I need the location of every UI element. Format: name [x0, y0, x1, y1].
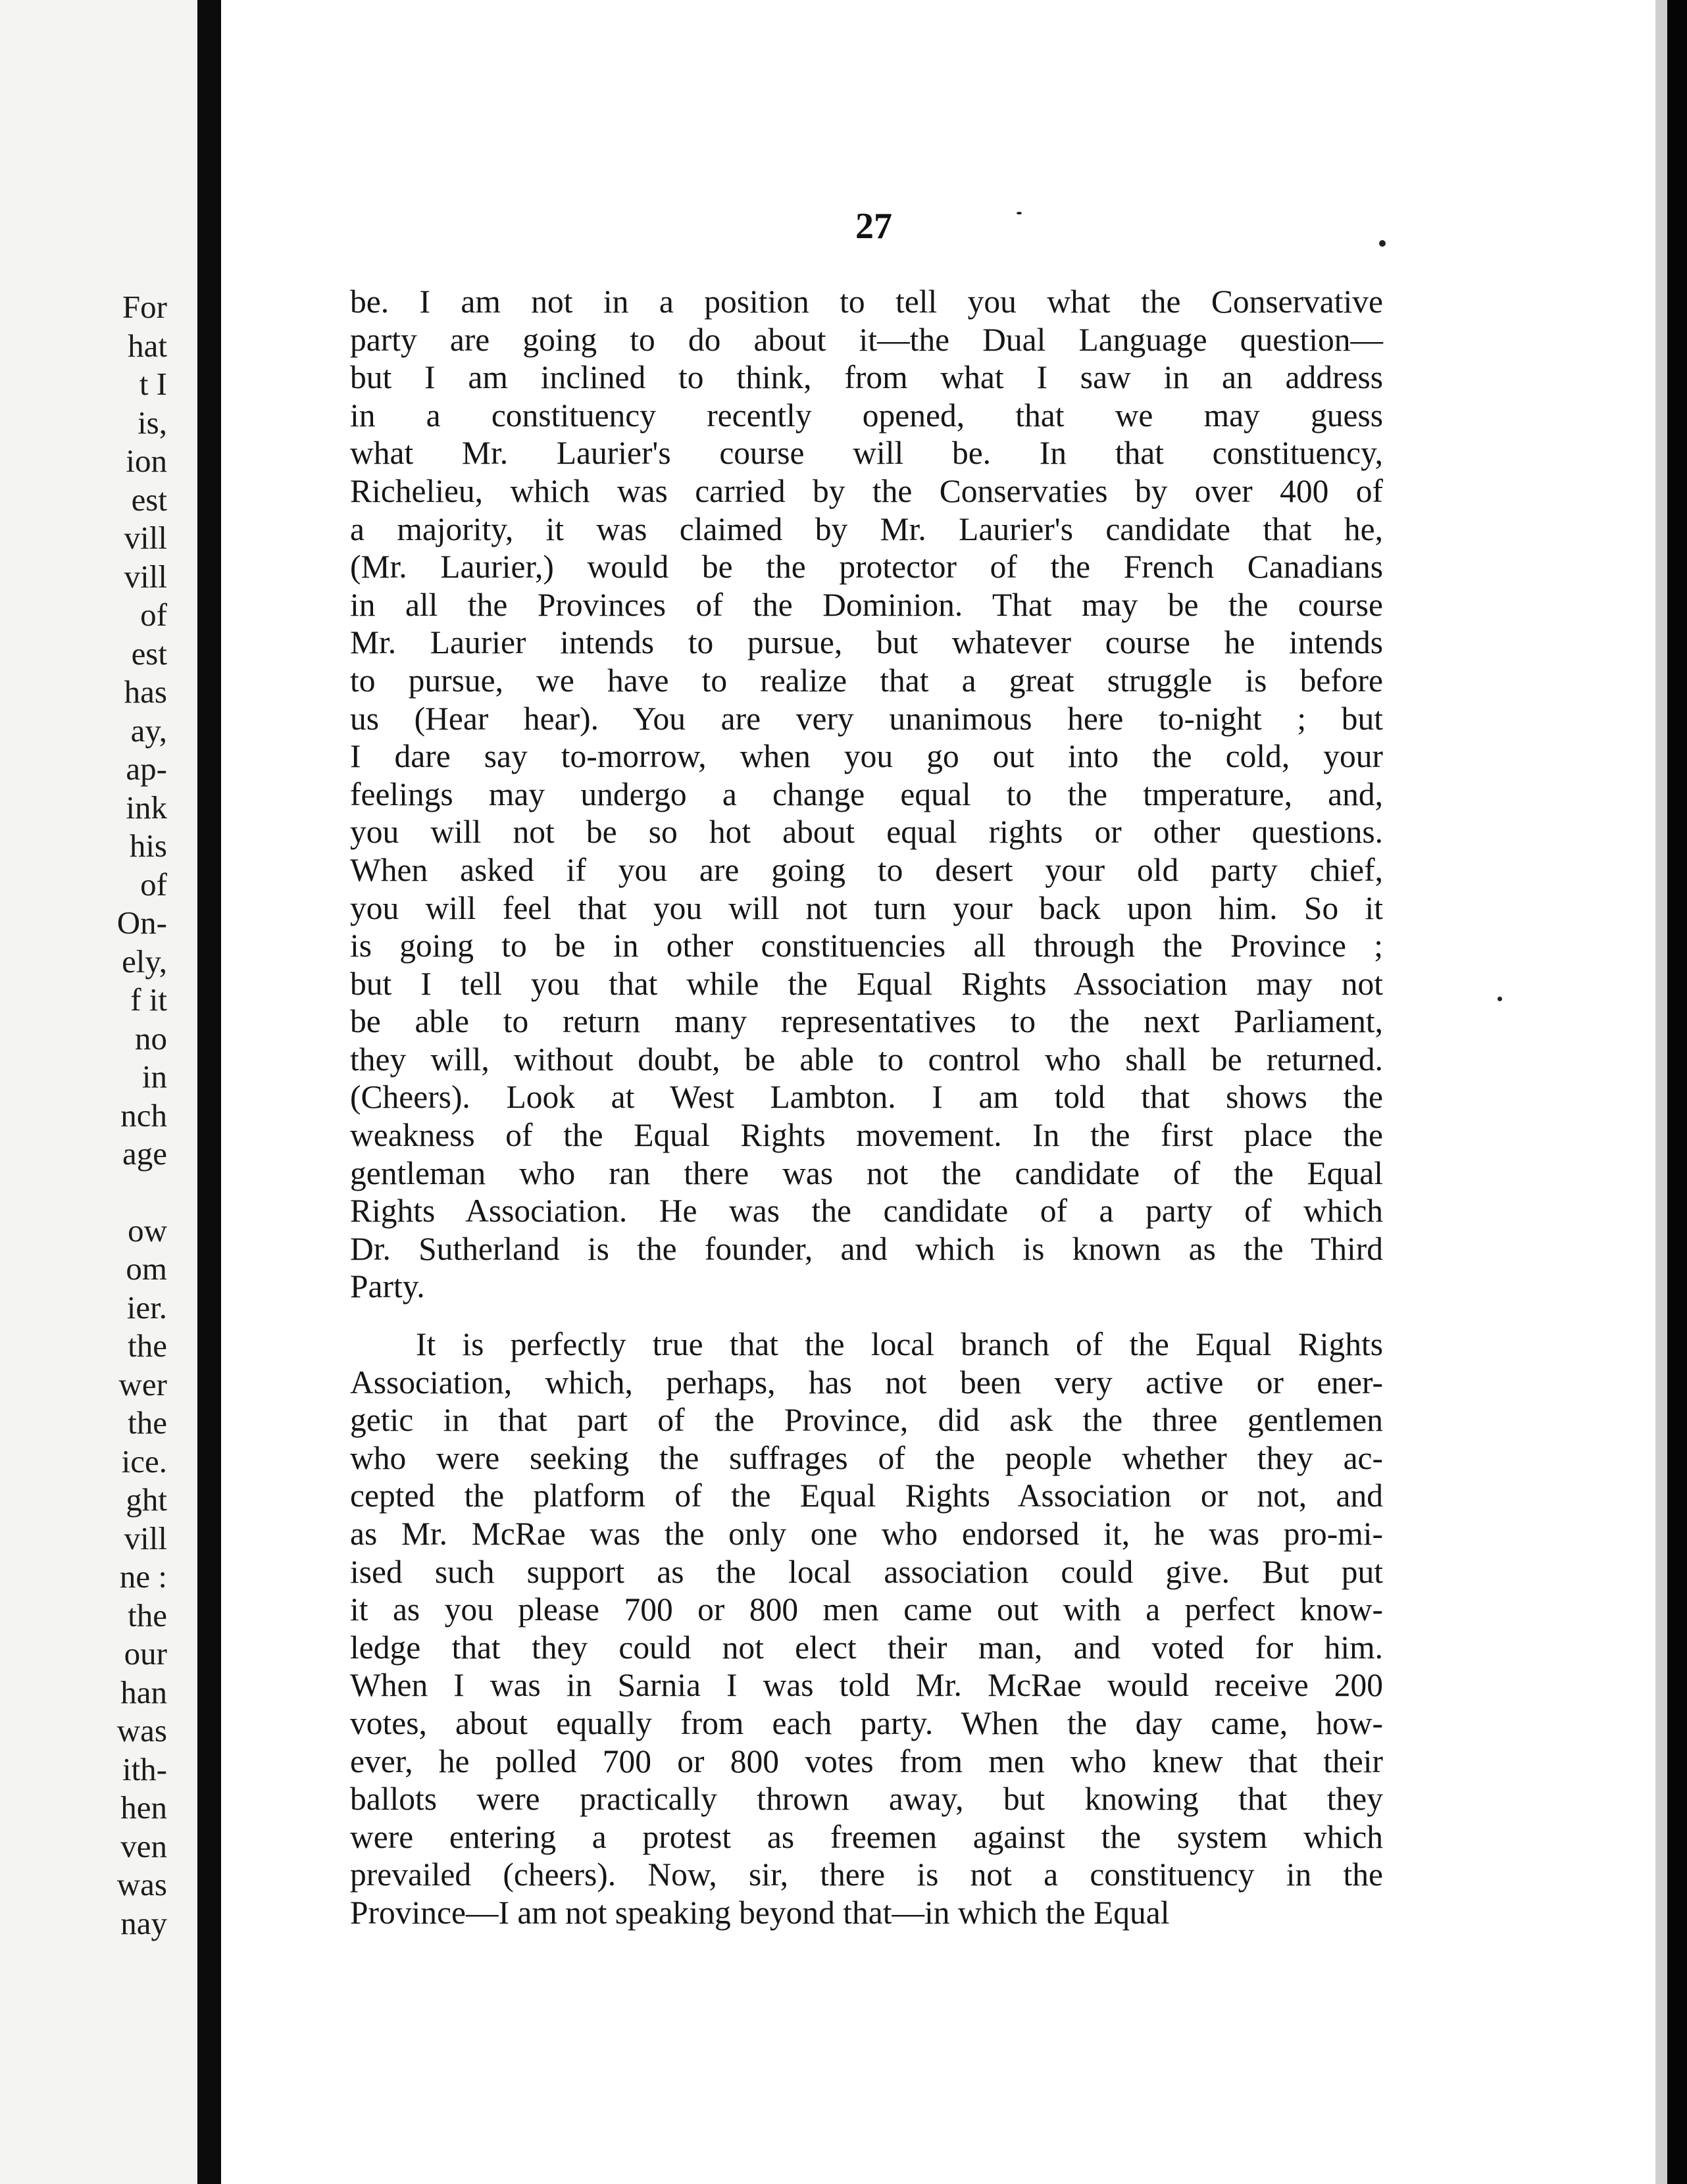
text-line: (Cheers). Look at West Lambton. I am told that shows the: [350, 1079, 1383, 1116]
left-page-fragment: nay: [120, 1904, 167, 1941]
text-line: I dare say to-morrow, when you go out into the cold, your: [350, 738, 1383, 775]
paragraph-1: [350, 283, 1383, 1306]
left-page-fragment: est: [131, 635, 167, 672]
left-page-fragment: vill: [124, 520, 167, 556]
body-text: [350, 283, 1383, 1932]
left-page-fragment: vill: [124, 558, 167, 595]
text-line: Dr. Sutherland is the founder, and which is known as the Third: [350, 1230, 1383, 1267]
text-line: is going to be in other constituencies all through the Province ;: [350, 928, 1383, 964]
text-line: weakness of the Equal Rights movement. In the first place the: [350, 1117, 1383, 1154]
text-line: us (Hear hear). You are very unanimous here to-night ; but: [350, 700, 1383, 737]
paragraph-2: [350, 1326, 1383, 1932]
text-line: When asked if you are going to desert your old party chief,: [350, 851, 1383, 888]
scan-border: [1667, 0, 1687, 2184]
left-facing-page: [0, 0, 197, 2184]
text-line: to pursue, we have to realize that a great struggle is before: [350, 662, 1383, 699]
left-page-fragment: no: [135, 1020, 167, 1056]
left-page-fragment: ith-: [122, 1750, 167, 1787]
text-line: votes, about equally from each party. When the day came, how-: [350, 1704, 1383, 1741]
text-line: but I am inclined to think, from what I saw in an address: [350, 359, 1383, 396]
left-page-fragment: wer: [118, 1366, 167, 1402]
left-page-fragment: in: [141, 1058, 167, 1095]
text-line: ised such support as the local association could give. But put: [350, 1553, 1383, 1590]
left-page-fragment: is,: [138, 404, 167, 441]
text-line: in a constituency recently opened, that we may guess: [350, 397, 1383, 434]
text-line: were entering a protest as freemen against the system which: [350, 1818, 1383, 1855]
left-page-fragment: ion: [126, 443, 167, 479]
text-line: who were seeking the suffrages of the people whether they ac-: [350, 1439, 1383, 1476]
text-line: be. I am not in a position to tell you what the Conservative: [350, 284, 1383, 320]
left-page-fragment: nch: [120, 1097, 167, 1133]
ink-speck: [1017, 212, 1022, 214]
text-line: Party.: [350, 1268, 425, 1305]
left-page-fragment: om: [126, 1251, 167, 1287]
left-page-text-fragments: [3, 288, 167, 1943]
text-line: you will feel that you will not turn your back upon him. So it: [350, 889, 1383, 926]
text-line: party are going to do about it—the Dual Language question—: [350, 321, 1383, 358]
left-page-fragment: ow: [128, 1212, 167, 1249]
text-line: feelings may undergo a change equal to the tmperature, and,: [350, 776, 1383, 812]
text-line: ever, he polled 700 or 800 votes from men who knew that their: [350, 1743, 1383, 1779]
left-page-fragment: f it: [130, 981, 167, 1018]
left-page-fragment: the: [128, 1328, 167, 1364]
page-edge-shadow: [1655, 0, 1667, 2184]
left-page-fragment: ne :: [119, 1558, 167, 1595]
left-page-fragment: ven: [120, 1827, 167, 1864]
left-page-fragment: ice.: [121, 1443, 167, 1479]
left-page-fragment: han: [120, 1674, 167, 1710]
text-line: gentleman who ran there was not the candidate of the Equal: [350, 1154, 1383, 1191]
text-line: a majority, it was claimed by Mr. Laurier's candidate that he,: [350, 510, 1383, 547]
text-line: ledge that they could not elect their man, and voted for him.: [350, 1629, 1383, 1666]
left-page-fragment: the: [128, 1597, 167, 1633]
left-page-fragment: ay,: [130, 712, 167, 749]
text-line: getic in that part of the Province, did ask the three gentlemen: [350, 1402, 1383, 1439]
text-line: be able to return many representatives to the next Parliament,: [350, 1003, 1383, 1040]
left-page-fragment: of: [140, 866, 167, 903]
book-gutter: [197, 0, 221, 2184]
text-line: Mr. Laurier intends to pursue, but whatever course he intends: [350, 624, 1383, 661]
text-line: Rights Association. He was the candidate of a party of which: [350, 1193, 1383, 1229]
left-page-fragment: was: [116, 1866, 167, 1902]
left-page-fragment: vill: [124, 1520, 167, 1556]
left-page-fragment: est: [131, 481, 167, 518]
ink-speck: [1498, 997, 1502, 1001]
text-line: you will not be so hot about equal rights or other questions.: [350, 814, 1383, 851]
text-line: they will, without doubt, be able to control who shall be returned.: [350, 1041, 1383, 1078]
left-page-fragment: ink: [126, 789, 167, 826]
left-page-fragment: of: [140, 597, 167, 633]
page-number: 27: [855, 206, 892, 247]
left-page-fragment: has: [124, 674, 167, 710]
text-line: ballots were practically thrown away, but knowing that they: [350, 1781, 1383, 1818]
text-line: When I was in Sarnia I was told Mr. McRae would receive 200: [350, 1667, 1383, 1704]
text-line: Association, which, perhaps, has not been very active or ener-: [350, 1364, 1383, 1401]
text-line: cepted the platform of the Equal Rights Association or not, and: [350, 1477, 1383, 1514]
left-page-fragment: our: [124, 1635, 167, 1672]
ink-speck: [1379, 240, 1386, 247]
text-line: (Mr. Laurier,) would be the protector of the French Canadians: [350, 549, 1383, 585]
left-page-fragment: [3, 1174, 167, 1212]
text-line: Richelieu, which was carried by the Conservaties by over 400 of: [350, 472, 1383, 509]
text-line: in all the Provinces of the Dominion. That may be the course: [350, 586, 1383, 623]
left-page-fragment: ier.: [126, 1289, 167, 1326]
text-line: prevailed (cheers). Now, sir, there is not a constituency in the: [350, 1856, 1383, 1893]
left-page-fragment: the: [128, 1404, 167, 1441]
left-page-fragment: ght: [126, 1481, 167, 1518]
left-page-fragment: ap-: [126, 751, 167, 787]
left-page-fragment: his: [129, 828, 167, 864]
left-page-fragment: ely,: [122, 943, 167, 980]
left-page-fragment: For: [122, 289, 167, 325]
left-page-fragment: age: [122, 1135, 167, 1172]
text-line: It is perfectly true that the local branch of the Equal Rights: [416, 1326, 1383, 1363]
left-page-fragment: t I: [139, 366, 167, 402]
left-page-fragment: hat: [128, 327, 167, 364]
text-line: what Mr. Laurier's course will be. In that constituency,: [350, 435, 1383, 472]
left-page-fragment: On-: [116, 905, 167, 941]
text-line: Province—I am not speaking beyond that—in which the Equal: [350, 1894, 1170, 1931]
left-page-fragment: was: [116, 1712, 167, 1749]
text-line: as Mr. McRae was the only one who endorsed it, he was pro-mi-: [350, 1516, 1383, 1552]
text-line: it as you please 700 or 800 men came out with a perfect know-: [350, 1591, 1383, 1628]
left-page-fragment: hen: [120, 1789, 167, 1825]
text-line: but I tell you that while the Equal Rights Association may not: [350, 965, 1383, 1002]
